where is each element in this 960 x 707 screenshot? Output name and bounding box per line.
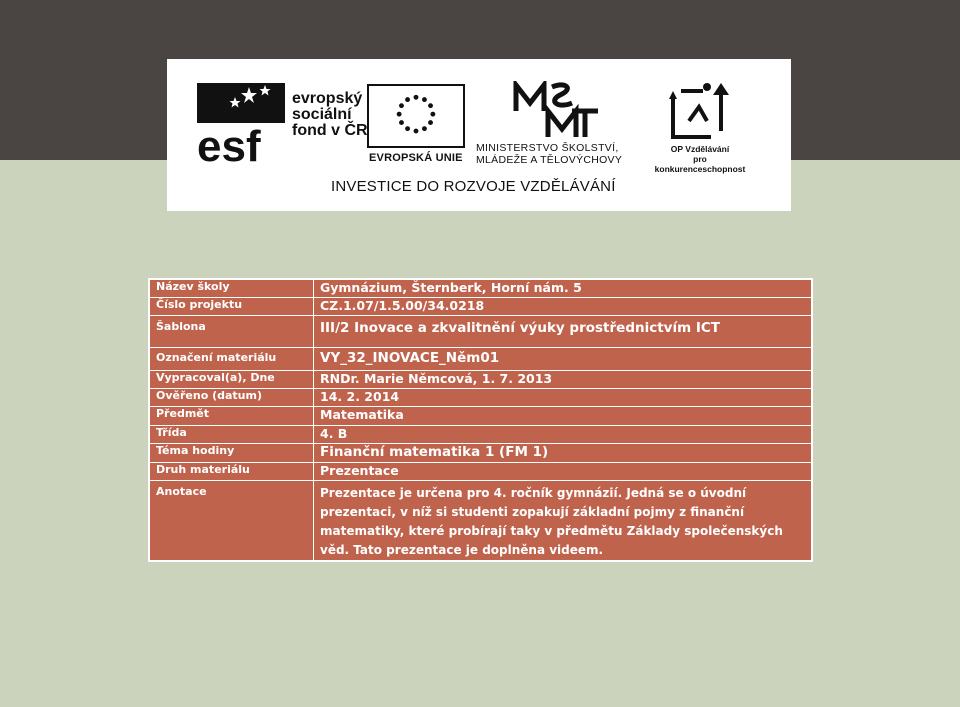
table-row (149, 370, 812, 388)
table-row (149, 315, 812, 347)
row-key: Druh materiálu (149, 462, 314, 480)
eu-flag-icon (367, 84, 465, 148)
table-row (149, 480, 812, 561)
row-key: Předmět (149, 406, 314, 425)
eu-label: EVROPSKÁ UNIE (369, 152, 463, 164)
op-logo-icon (667, 81, 737, 145)
table-row (149, 406, 812, 425)
table-row (149, 425, 812, 443)
logo-panel (167, 59, 791, 211)
row-value: III/2 Inovace a zkvalitnění výuky prostřednictvím ICT (314, 315, 813, 347)
row-key: Označení materiálu (149, 347, 314, 370)
row-key: Číslo projektu (149, 297, 314, 315)
row-value: VY_32_INOVACE_Něm01 (314, 347, 813, 370)
row-key: Šablona (149, 315, 314, 347)
row-value: Finanční matematika 1 (FM 1) (314, 443, 813, 462)
msmt-logo-icon (512, 81, 602, 139)
esf-text: evropský sociální fond v ČR (292, 90, 368, 139)
row-key: Ověřeno (datum) (149, 388, 314, 406)
table-row (149, 347, 812, 370)
esf-logo-icon (197, 83, 287, 163)
metadata-table (148, 278, 813, 562)
table-row (149, 297, 812, 315)
table-row (149, 279, 812, 297)
row-key: Třída (149, 425, 314, 443)
row-value: Gymnázium, Šternberk, Horní nám. 5 (314, 279, 813, 297)
row-value: 4. B (314, 425, 813, 443)
table-row (149, 462, 812, 480)
op-text: OP Vzdělávání pro konkurenceschopnost (654, 144, 746, 174)
msmt-text: MINISTERSTVO ŠKOLSTVÍ, MLÁDEŽE A TĚLOVÝCHOVY (476, 142, 623, 166)
row-value: CZ.1.07/1.5.00/34.0218 (314, 297, 813, 315)
row-key: Anotace (149, 480, 314, 561)
row-key: Název školy (149, 279, 314, 297)
row-key: Vypracoval(a), Dne (149, 370, 314, 388)
row-value: Matematika (314, 406, 813, 425)
table-row (149, 388, 812, 406)
row-value: RNDr. Marie Němcová, 1. 7. 2013 (314, 370, 813, 388)
row-value: Prezentace (314, 462, 813, 480)
table-row (149, 443, 812, 462)
svg-text:esf: esf (197, 122, 261, 163)
row-value: 14. 2. 2014 (314, 388, 813, 406)
investice-slogan: INVESTICE DO ROZVOJE VZDĚLÁVÁNÍ (331, 178, 616, 195)
row-key: Téma hodiny (149, 443, 314, 462)
row-value: Prezentace je určena pro 4. ročník gymnázií. Jedná se o úvodní prezentaci, v níž si studenti zopakují základní pojmy z finanční matematiky, které probírají taky v předmětu Základy společenských věd. Tato prezentace je doplněna videem. (314, 480, 813, 561)
